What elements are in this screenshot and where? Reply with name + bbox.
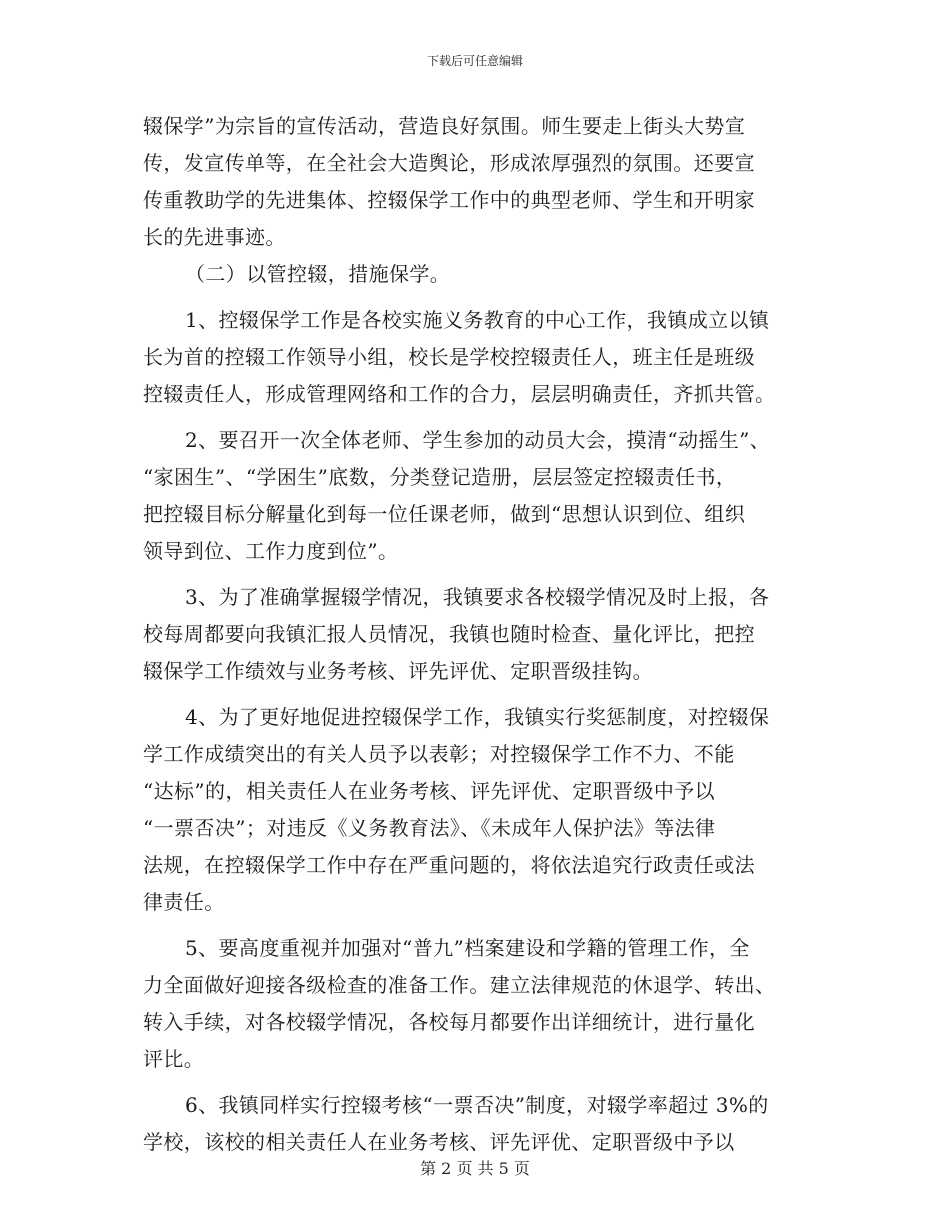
text-line: 把控辍目标分解量化到每一位任课老师，做到“思想认识到位、组织 <box>143 502 746 526</box>
paragraph <box>143 699 833 921</box>
paragraph <box>143 422 833 570</box>
text-line: 6、我镇同样实行控辍考核“一票否决”制度，对辍学率超过 3%的 <box>185 1093 769 1117</box>
text-line: 律责任。 <box>143 890 225 914</box>
text-line: （二）以管控辍，措施保学。 <box>185 262 451 286</box>
paragraph <box>143 930 833 1078</box>
text-line: 法规，在控辍保学工作中存在严重问题的，将依法追究行政责任或法 <box>143 853 755 877</box>
section-heading <box>143 256 833 293</box>
text-line: 控辍责任人，形成管理网络和工作的合力，层层明确责任，齐抓共管。 <box>143 382 776 406</box>
text-line: 2、要召开一次全体老师、学生参加的动员大会，摸清“动摇生”、 <box>185 428 771 452</box>
text-line: “家困生”、“学困生”底数，分类登记造册，层层签定控辍责任书， <box>143 465 737 489</box>
text-line: 领导到位、工作力度到位”。 <box>143 539 399 563</box>
document-body <box>143 108 833 1161</box>
text-line: 评比。 <box>143 1047 205 1071</box>
page-header: 下载后可任意编辑 <box>426 54 523 68</box>
text-line: 4、为了更好地促进控辍保学工作，我镇实行奖惩制度，对控辍保 <box>185 705 770 729</box>
text-line: 5、要高度重视并加强对“普九”档案建设和学籍的管理工作，全 <box>185 936 750 960</box>
text-line: 学工作成绩突出的有关人员予以表彰；对控辍保学工作不力、不能 <box>143 742 735 766</box>
text-line: 传，发宣传单等，在全社会大造舆论，形成浓厚强烈的氛围。还要宣 <box>143 151 755 175</box>
text-line: 转入手续，对各校辍学情况，各校每月都要作出详细统计，进行量化 <box>143 1010 755 1034</box>
paragraph <box>143 579 833 690</box>
text-line: “一票否决”；对违反《义务教育法》、《未成年人保护法》等法律 <box>143 816 716 840</box>
text-line: 3、为了准确掌握辍学情况，我镇要求各校辍学情况及时上报，各 <box>185 585 770 609</box>
paragraph <box>143 302 833 413</box>
text-line: 辍保学工作绩效与业务考核、评先评优、定职晋级挂钩。 <box>143 659 653 683</box>
text-line: 学校，该校的相关责任人在业务考核、评先评优、定职晋级中予以 <box>143 1130 735 1154</box>
text-line: “达标”的，相关责任人在业务考核、评先评优、定职晋级中予以 <box>143 779 716 803</box>
text-line: 力全面做好迎接各级检查的准备工作。建立法律规范的休退学、转出、 <box>143 973 776 997</box>
text-line: 1、控辍保学工作是各校实施义务教育的中心工作，我镇成立以镇 <box>185 308 770 332</box>
paragraph <box>143 108 833 256</box>
text-line: 校每周都要向我镇汇报人员情况，我镇也随时检查、量化评比，把控 <box>143 622 755 646</box>
text-line: 传重教助学的先进集体、控辍保学工作中的典型老师、学生和开明家 <box>143 188 755 212</box>
text-line: 长为首的控辍工作领导小组，校长是学校控辍责任人，班主任是班级 <box>143 345 755 369</box>
paragraph <box>143 1087 833 1161</box>
text-line: 长的先进事迹。 <box>143 225 286 249</box>
text-line: 辍保学”为宗旨的宣传活动，营造良好氛围。师生要走上街头大势宣 <box>143 114 746 138</box>
page-number-footer: 第 2 页 共 5 页 <box>420 1159 530 1178</box>
